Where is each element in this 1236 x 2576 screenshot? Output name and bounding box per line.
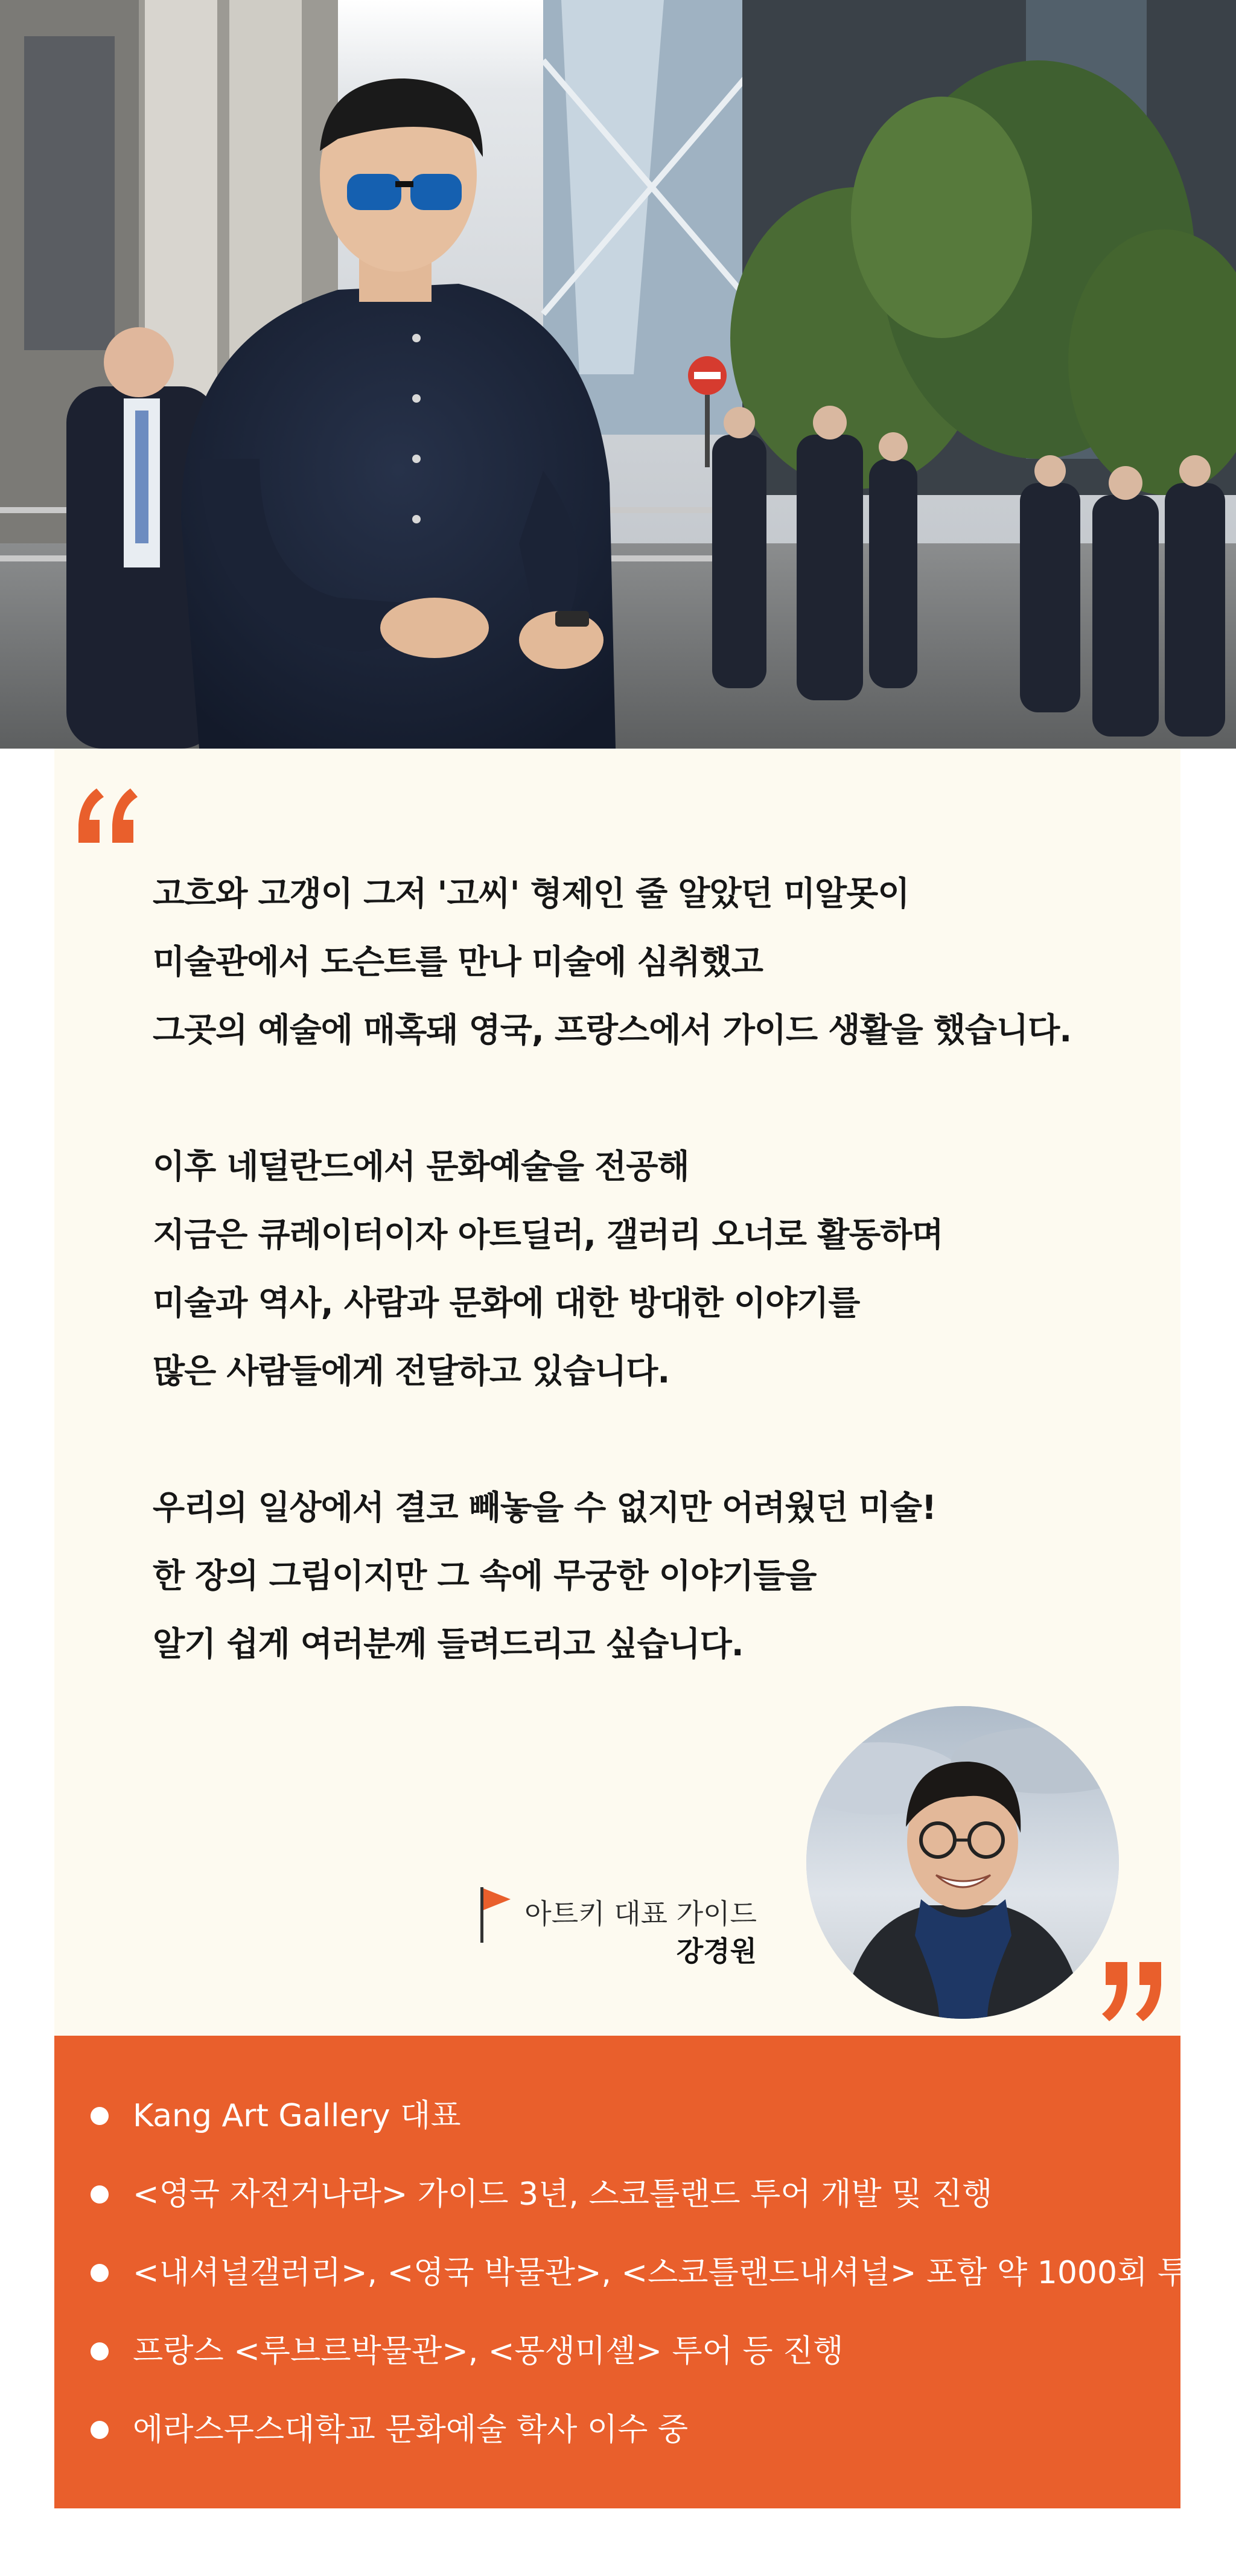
guide-role: 아트키 대표 가이드 [524, 1897, 757, 1930]
guide-portrait [806, 1706, 1119, 2019]
career-item-text: Kang Art Gallery 대표 [133, 2098, 461, 2134]
bullet-dot-icon [91, 2185, 109, 2204]
quote-line: 이후 네덜란드에서 문화예술을 전공해 [153, 1147, 689, 1186]
quote-line: 고흐와 고갱이 그저 '고씨' 형제인 줄 알았던 미알못이 [153, 874, 909, 913]
bullet-dot-icon [91, 2421, 109, 2439]
quote-line: 미술관에서 도슨트를 만나 미술에 심취했고 [153, 942, 763, 981]
quote-line: 알기 쉽게 여러분께 들려드리고 싶습니다. [153, 1625, 744, 1663]
quote-line: 그곳의 예술에 매혹돼 영국, 프랑스에서 가이드 생활을 했습니다. [153, 1011, 1072, 1049]
career-item-text: <영국 자전거나라> 가이드 3년, 스코틀랜드 투어 개발 및 진행 [133, 2176, 993, 2213]
bullet-dot-icon [91, 2107, 109, 2125]
guide-avatar [806, 1706, 1119, 2019]
quote-paragraph-1 [153, 860, 1142, 1064]
career-item-text: 프랑스 <루브르박물관>, <몽생미셸> 투어 등 진행 [133, 2333, 844, 2370]
quote-paragraph-3 [153, 1474, 1142, 1678]
guide-signature [524, 1896, 757, 1970]
bullet-dot-icon [91, 2342, 109, 2360]
career-list-box [54, 2036, 1218, 2508]
quote-line: 많은 사람들에게 전달하고 있습니다. [153, 1352, 670, 1390]
open-quote-icon [72, 776, 139, 849]
quote-line: 우리의 일상에서 결코 빼놓을 수 없지만 어려웠던 미술! [153, 1488, 936, 1527]
quote-line: 한 장의 그림이지만 그 속에 무궁한 이야기들을 [153, 1556, 817, 1595]
quote-paragraph-2 [153, 1133, 1142, 1405]
guide-name: 강경원 [676, 1935, 757, 1967]
quote-line: 지금은 큐레이터이자 아트딜러, 갤러리 오너로 활동하며 [153, 1215, 943, 1254]
quote-line: 미술과 역사, 사람과 문화에 대한 방대한 이야기를 [153, 1283, 860, 1322]
close-quote-icon [1097, 1956, 1170, 2028]
quote-body [153, 860, 1142, 1678]
hero-photo [0, 0, 1236, 749]
bullet-dot-icon [91, 2264, 109, 2282]
hero-street-scene [0, 0, 1236, 749]
career-item-text: <내셔널갤러리>, <영국 박물관>, <스코틀랜드내셔널> 포함 약 1000회 투어 [133, 2255, 1218, 2291]
career-item-text: 에라스무스대학교 문화예술 학사 이수 중 [133, 2412, 689, 2448]
flag-icon [478, 1885, 514, 1945]
